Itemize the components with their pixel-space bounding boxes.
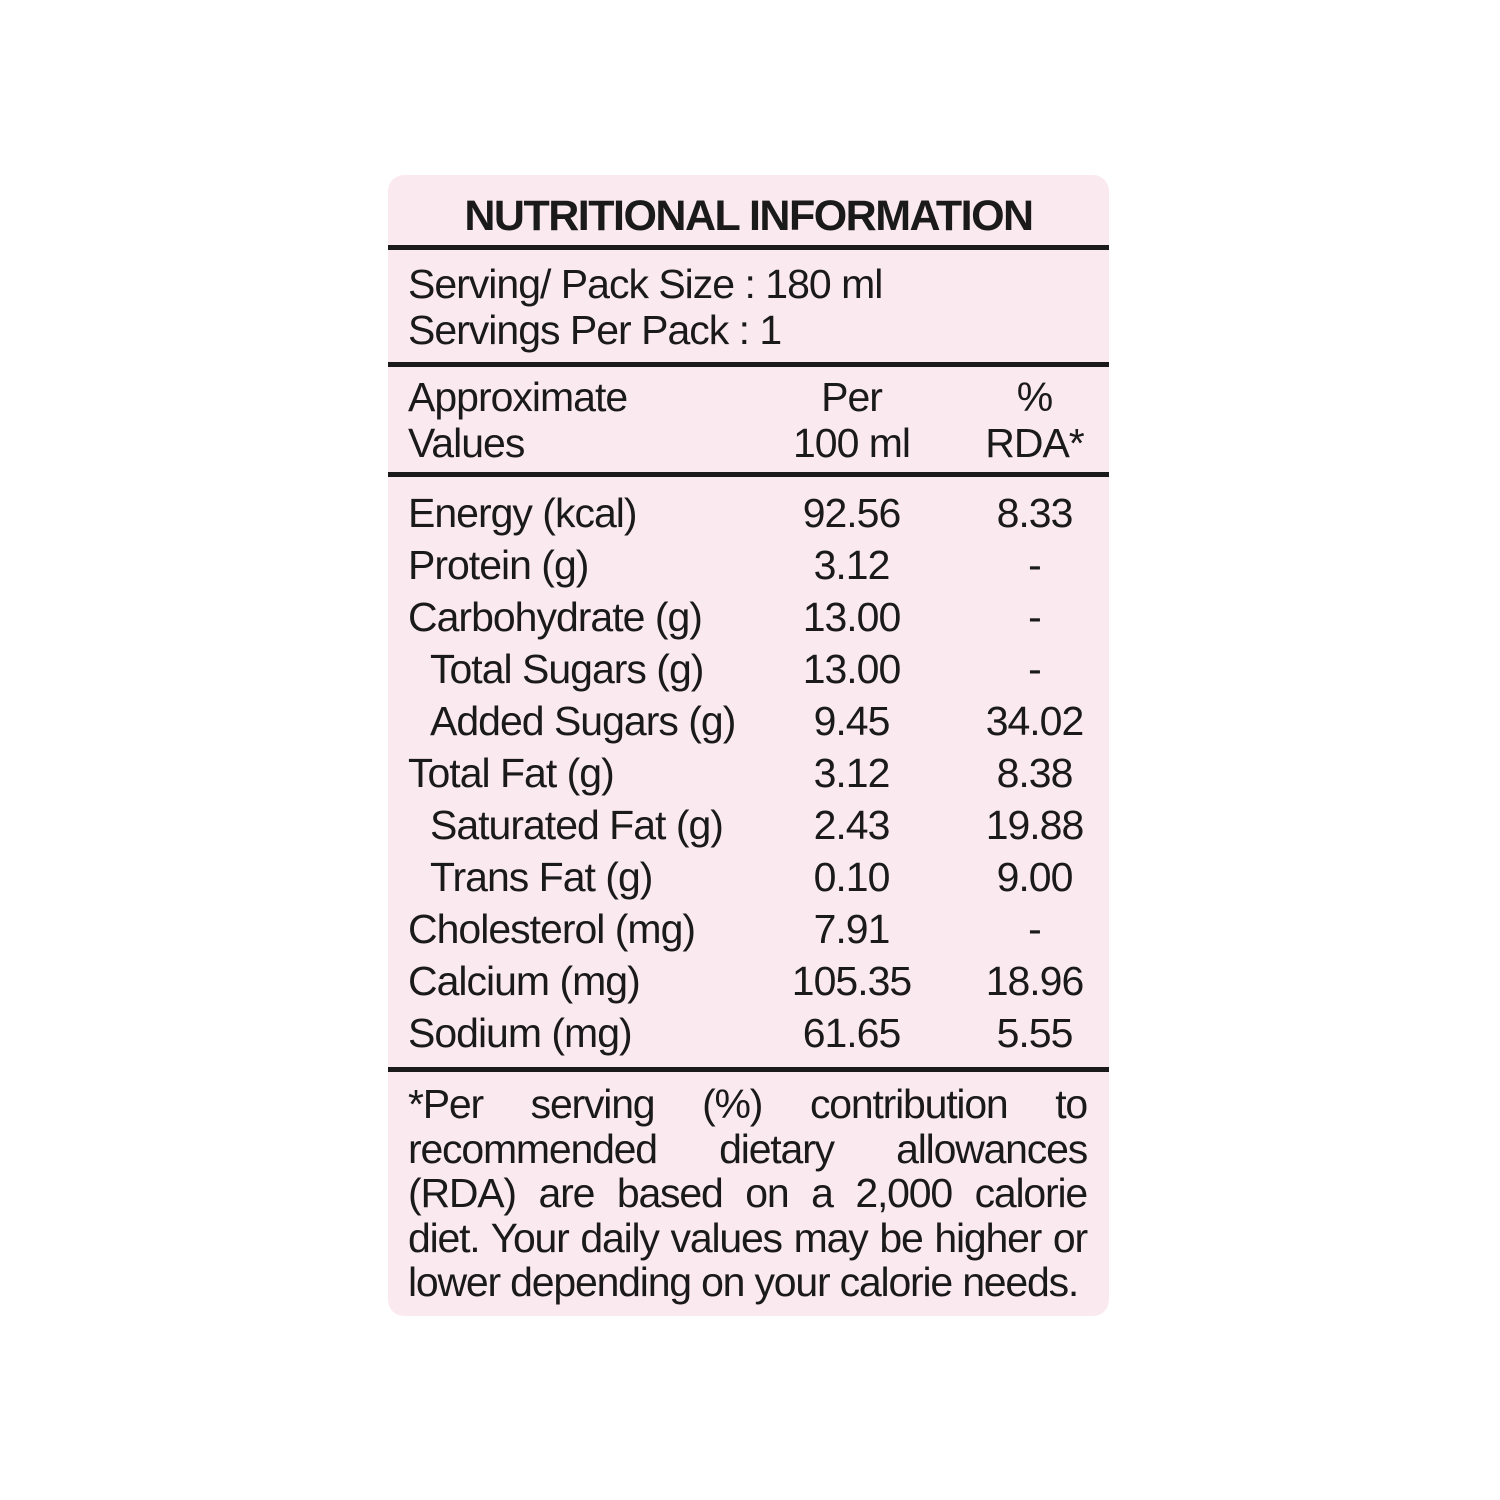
- nutrient-row: [388, 643, 1109, 695]
- nutrient-name: Saturated Fat (g): [430, 802, 723, 848]
- nutrient-row: [388, 1007, 1109, 1059]
- divider-footnote: [388, 1067, 1109, 1072]
- nutrient-rda: 8.33: [996, 490, 1073, 536]
- header-rda: % RDA*: [985, 374, 1084, 466]
- nutrient-name: Trans Fat (g): [430, 854, 653, 900]
- divider-title: [388, 245, 1109, 250]
- nutrient-rows: [388, 487, 1109, 1059]
- nutrient-per-100ml: 13.00: [802, 646, 901, 692]
- nutrient-name: Added Sugars (g): [430, 698, 736, 744]
- nutrient-name: Protein (g): [408, 542, 589, 588]
- label-title: NUTRITIONAL INFORMATION: [464, 192, 1033, 240]
- nutrient-rda: 9.00: [996, 854, 1073, 900]
- serving-info: [408, 261, 882, 353]
- nutrient-row: [388, 851, 1109, 903]
- nutrient-rda: -: [1028, 542, 1041, 588]
- nutrient-row: [388, 539, 1109, 591]
- nutrient-name: Calcium (mg): [408, 958, 640, 1004]
- nutrient-name: Energy (kcal): [408, 490, 637, 536]
- nutrient-rda: 34.02: [985, 698, 1084, 744]
- header-per-100ml: Per 100 ml: [792, 374, 911, 466]
- nutrition-label: [388, 175, 1109, 1316]
- nutrient-name: Total Fat (g): [408, 750, 614, 796]
- divider-serving: [388, 362, 1109, 367]
- nutrient-name: Cholesterol (mg): [408, 906, 696, 952]
- nutrient-rda: 18.96: [985, 958, 1084, 1004]
- nutrient-per-100ml: 13.00: [802, 594, 901, 640]
- nutrient-per-100ml: 105.35: [791, 958, 912, 1004]
- nutrient-row: [388, 903, 1109, 955]
- nutrient-per-100ml: 3.12: [813, 750, 890, 796]
- nutrient-rda: 19.88: [985, 802, 1084, 848]
- nutrient-rda: 5.55: [996, 1010, 1073, 1056]
- nutrient-row: [388, 487, 1109, 539]
- nutrient-name: Carbohydrate (g): [408, 594, 702, 640]
- nutrient-row: [388, 695, 1109, 747]
- nutrient-name: Total Sugars (g): [430, 646, 704, 692]
- nutrient-row: [388, 799, 1109, 851]
- nutrient-row: [388, 591, 1109, 643]
- servings-per-pack: Servings Per Pack : 1: [408, 307, 782, 353]
- footnote: *Per serving (%) contribution to recommended dietary allowances (RDA) are based on a 2,000 calorie diet. Your daily values may be higher or lower depending on your calorie needs.: [408, 1081, 1087, 1305]
- nutrient-name: Sodium (mg): [408, 1010, 632, 1056]
- nutrient-rda: 8.38: [996, 750, 1073, 796]
- nutrient-row: [388, 747, 1109, 799]
- nutrient-row: [388, 955, 1109, 1007]
- nutrient-per-100ml: 2.43: [813, 802, 890, 848]
- nutrient-per-100ml: 0.10: [813, 854, 890, 900]
- nutrient-per-100ml: 92.56: [802, 490, 901, 536]
- serving-size: Serving/ Pack Size : 180 ml: [408, 261, 883, 307]
- nutrient-rda: -: [1028, 594, 1041, 640]
- header-approximate-values: Approximate Values: [408, 374, 628, 466]
- divider-header: [388, 472, 1109, 477]
- nutrient-per-100ml: 9.45: [813, 698, 890, 744]
- nutrient-rda: -: [1028, 646, 1041, 692]
- nutrient-per-100ml: 3.12: [813, 542, 890, 588]
- nutrient-per-100ml: 7.91: [813, 906, 890, 952]
- nutrient-per-100ml: 61.65: [802, 1010, 901, 1056]
- nutrient-rda: -: [1028, 906, 1041, 952]
